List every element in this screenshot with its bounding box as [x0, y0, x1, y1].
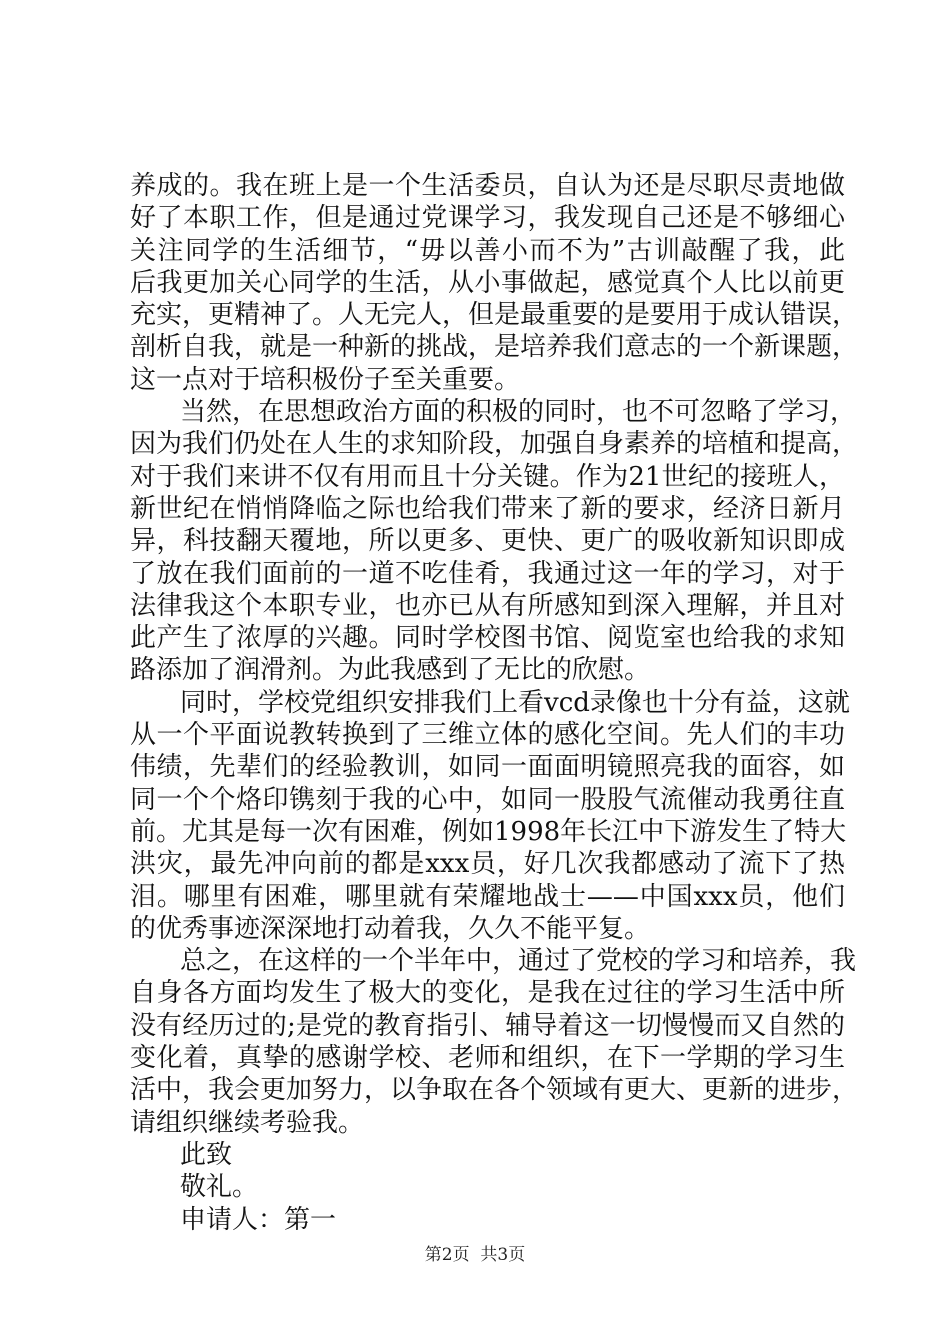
text-line: 此产生了浓厚的兴趣。同时学校图书馆、阅览室也给我的求知: [130, 623, 845, 654]
text-line: 异，科技翻天覆地，所以更多、更快、更广的吸收新知识即成: [130, 526, 845, 557]
text-line: 前。尤其是每一次有困难，例如1998年长江中下游发生了特大: [130, 816, 847, 847]
text-line: 没有经历过的;是党的教育指引、辅导着这一切慢慢而又自然的: [130, 1010, 845, 1041]
text-line: 法律我这个本职专业，也亦已从有所感知到深入理解，并且对: [130, 590, 845, 621]
text-line: 泪。哪里有困难，哪里就有荣耀地战士——中国xxx员，他们: [130, 881, 845, 912]
text-line: 新世纪在悄悄降临之际也给我们带来了新的要求，经济日新月: [130, 493, 845, 524]
letter-closing: [0, 1139, 950, 1236]
page-number: 第2页 共3页: [424, 1245, 526, 1265]
text-line: 好了本职工作，但是通过党课学习，我发现自己还是不够细心: [130, 203, 845, 234]
text-line: 洪灾，最先冲向前的都是xxx员，好几次我都感动了流下了热: [130, 849, 845, 880]
text-line: 后我更加关心同学的生活，从小事做起，感觉真个人比以前更: [130, 267, 845, 298]
text-line: 对于我们来讲不仅有用而且十分关键。作为21世纪的接班人，: [130, 461, 845, 492]
text-line: 路添加了润滑剂。为此我感到了无比的欣慰。: [130, 655, 651, 686]
text-line: 充实，更精神了。人无完人，但是最重要的是要用于成认错误，: [130, 300, 859, 331]
text-line: 从一个平面说教转换到了三维立体的感化空间。先人们的丰功: [130, 720, 845, 751]
text-line: 同时，学校党组织安排我们上看vcd录像也十分有益，这就: [180, 687, 850, 718]
paragraph-1: [0, 170, 950, 396]
text-line: 的优秀事迹深深地打动着我，久久不能平复。: [130, 913, 651, 944]
paragraph-2: [0, 396, 950, 687]
text-line: 伟绩，先辈们的经验教训，如同一面面明镜照亮我的面容，如: [130, 752, 845, 783]
document-body: [0, 170, 950, 1236]
text-line: 变化着，真挚的感谢学校、老师和组织，在下一学期的学习生: [130, 1043, 845, 1074]
text-line: 剖析自我，就是一种新的挑战，是培养我们意志的一个新课题，: [130, 332, 859, 363]
text-line: 当然，在思想政治方面的积极的同时，也不可忽略了学习，: [180, 397, 857, 428]
applicant-line: 申请人：第一: [180, 1204, 337, 1235]
regards-line: 敬礼。: [180, 1172, 259, 1203]
text-line: 总之，在这样的一个半年中，通过了党校的学习和培养，我: [180, 946, 857, 977]
salutation-line: 此致: [180, 1139, 233, 1170]
paragraph-3: [0, 687, 950, 945]
text-line: 这一点对于培积极份子至关重要。: [130, 364, 521, 395]
text-line: 请组织继续考验我。: [130, 1107, 365, 1138]
page-footer: [0, 1244, 950, 1266]
text-line: 活中，我会更加努力，以争取在各个领域有更大、更新的进步，: [130, 1075, 859, 1106]
paragraph-4: [0, 945, 950, 1139]
text-line: 了放在我们面前的一道不吃佳肴，我通过这一年的学习，对于: [130, 558, 845, 589]
text-line: 关注同学的生活细节，“毋以善小而不为”古训敲醒了我，此: [130, 235, 845, 266]
text-line: 自身各方面均发生了极大的变化，是我在过往的学习生活中所: [130, 978, 845, 1009]
text-line: 因为我们仍处在人生的求知阶段，加强自身素养的培植和提高，: [130, 429, 859, 460]
text-line: 同一个个烙印镌刻于我的心中，如同一股股气流催动我勇往直: [130, 784, 845, 815]
text-line: 养成的。我在班上是一个生活委员，自认为还是尽职尽责地做: [130, 171, 845, 201]
